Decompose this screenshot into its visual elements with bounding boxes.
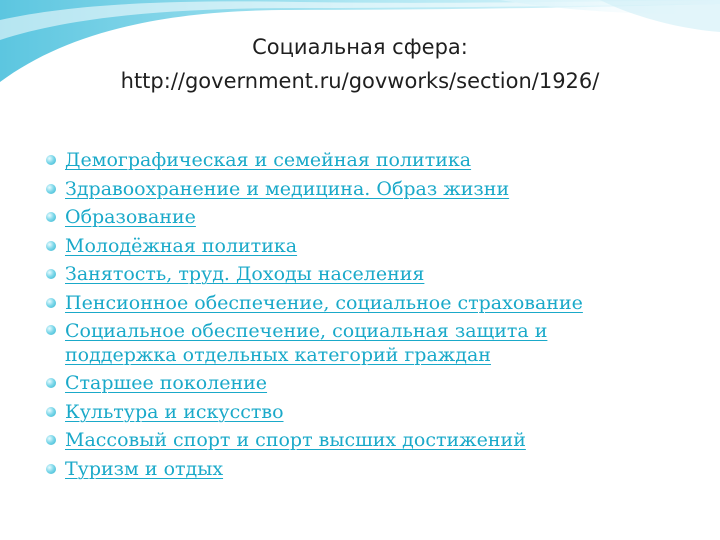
topic-link[interactable]: Молодёжная политика — [65, 234, 298, 257]
topic-link[interactable]: Занятость, труд. Доходы населения — [65, 263, 425, 285]
topic-link[interactable]: Демографическая и семейная политика — [65, 149, 472, 171]
bullet-icon — [46, 241, 56, 251]
list-item — [44, 175, 664, 204]
page-title — [40, 30, 680, 98]
title-line-1: Социальная сфера: — [252, 35, 468, 59]
bullet-icon — [46, 298, 56, 308]
bullet-icon — [46, 155, 56, 165]
list-item — [44, 232, 664, 261]
list-item — [44, 426, 664, 455]
bullet-icon — [46, 269, 56, 279]
list-item — [44, 369, 664, 398]
title-url: http://government.ru/govworks/section/1926/ — [120, 69, 600, 93]
bullet-icon — [46, 464, 56, 474]
bullet-icon — [46, 184, 56, 194]
topic-link[interactable]: Массовый спорт и спорт высших достижений — [65, 429, 526, 451]
list-item — [44, 146, 664, 175]
list-item — [44, 260, 664, 289]
list-item — [44, 398, 664, 427]
bullet-icon — [46, 212, 56, 222]
topic-link[interactable]: Старшее поколение — [65, 372, 268, 394]
topic-link[interactable]: Здравоохранение и медицина. Образ жизни — [65, 177, 510, 200]
list-item — [44, 289, 664, 318]
list-item — [44, 455, 664, 484]
topic-link[interactable]: Пенсионное обеспечение, социальное страхование — [65, 291, 583, 314]
bullet-icon — [46, 325, 56, 335]
bullet-icon — [46, 407, 56, 417]
topic-link[interactable]: Социальное обеспечение, социальная защита и поддержка отдельных категорий граждан — [65, 320, 548, 366]
topic-link[interactable]: Культура и искусство — [65, 400, 284, 423]
list-item — [44, 203, 664, 232]
list-item — [44, 317, 664, 369]
topic-link[interactable]: Туризм и отдых — [65, 457, 224, 480]
bullet-icon — [46, 378, 56, 388]
topics-list — [44, 146, 664, 483]
bullet-icon — [46, 435, 56, 445]
topic-link[interactable]: Образование — [65, 206, 196, 228]
